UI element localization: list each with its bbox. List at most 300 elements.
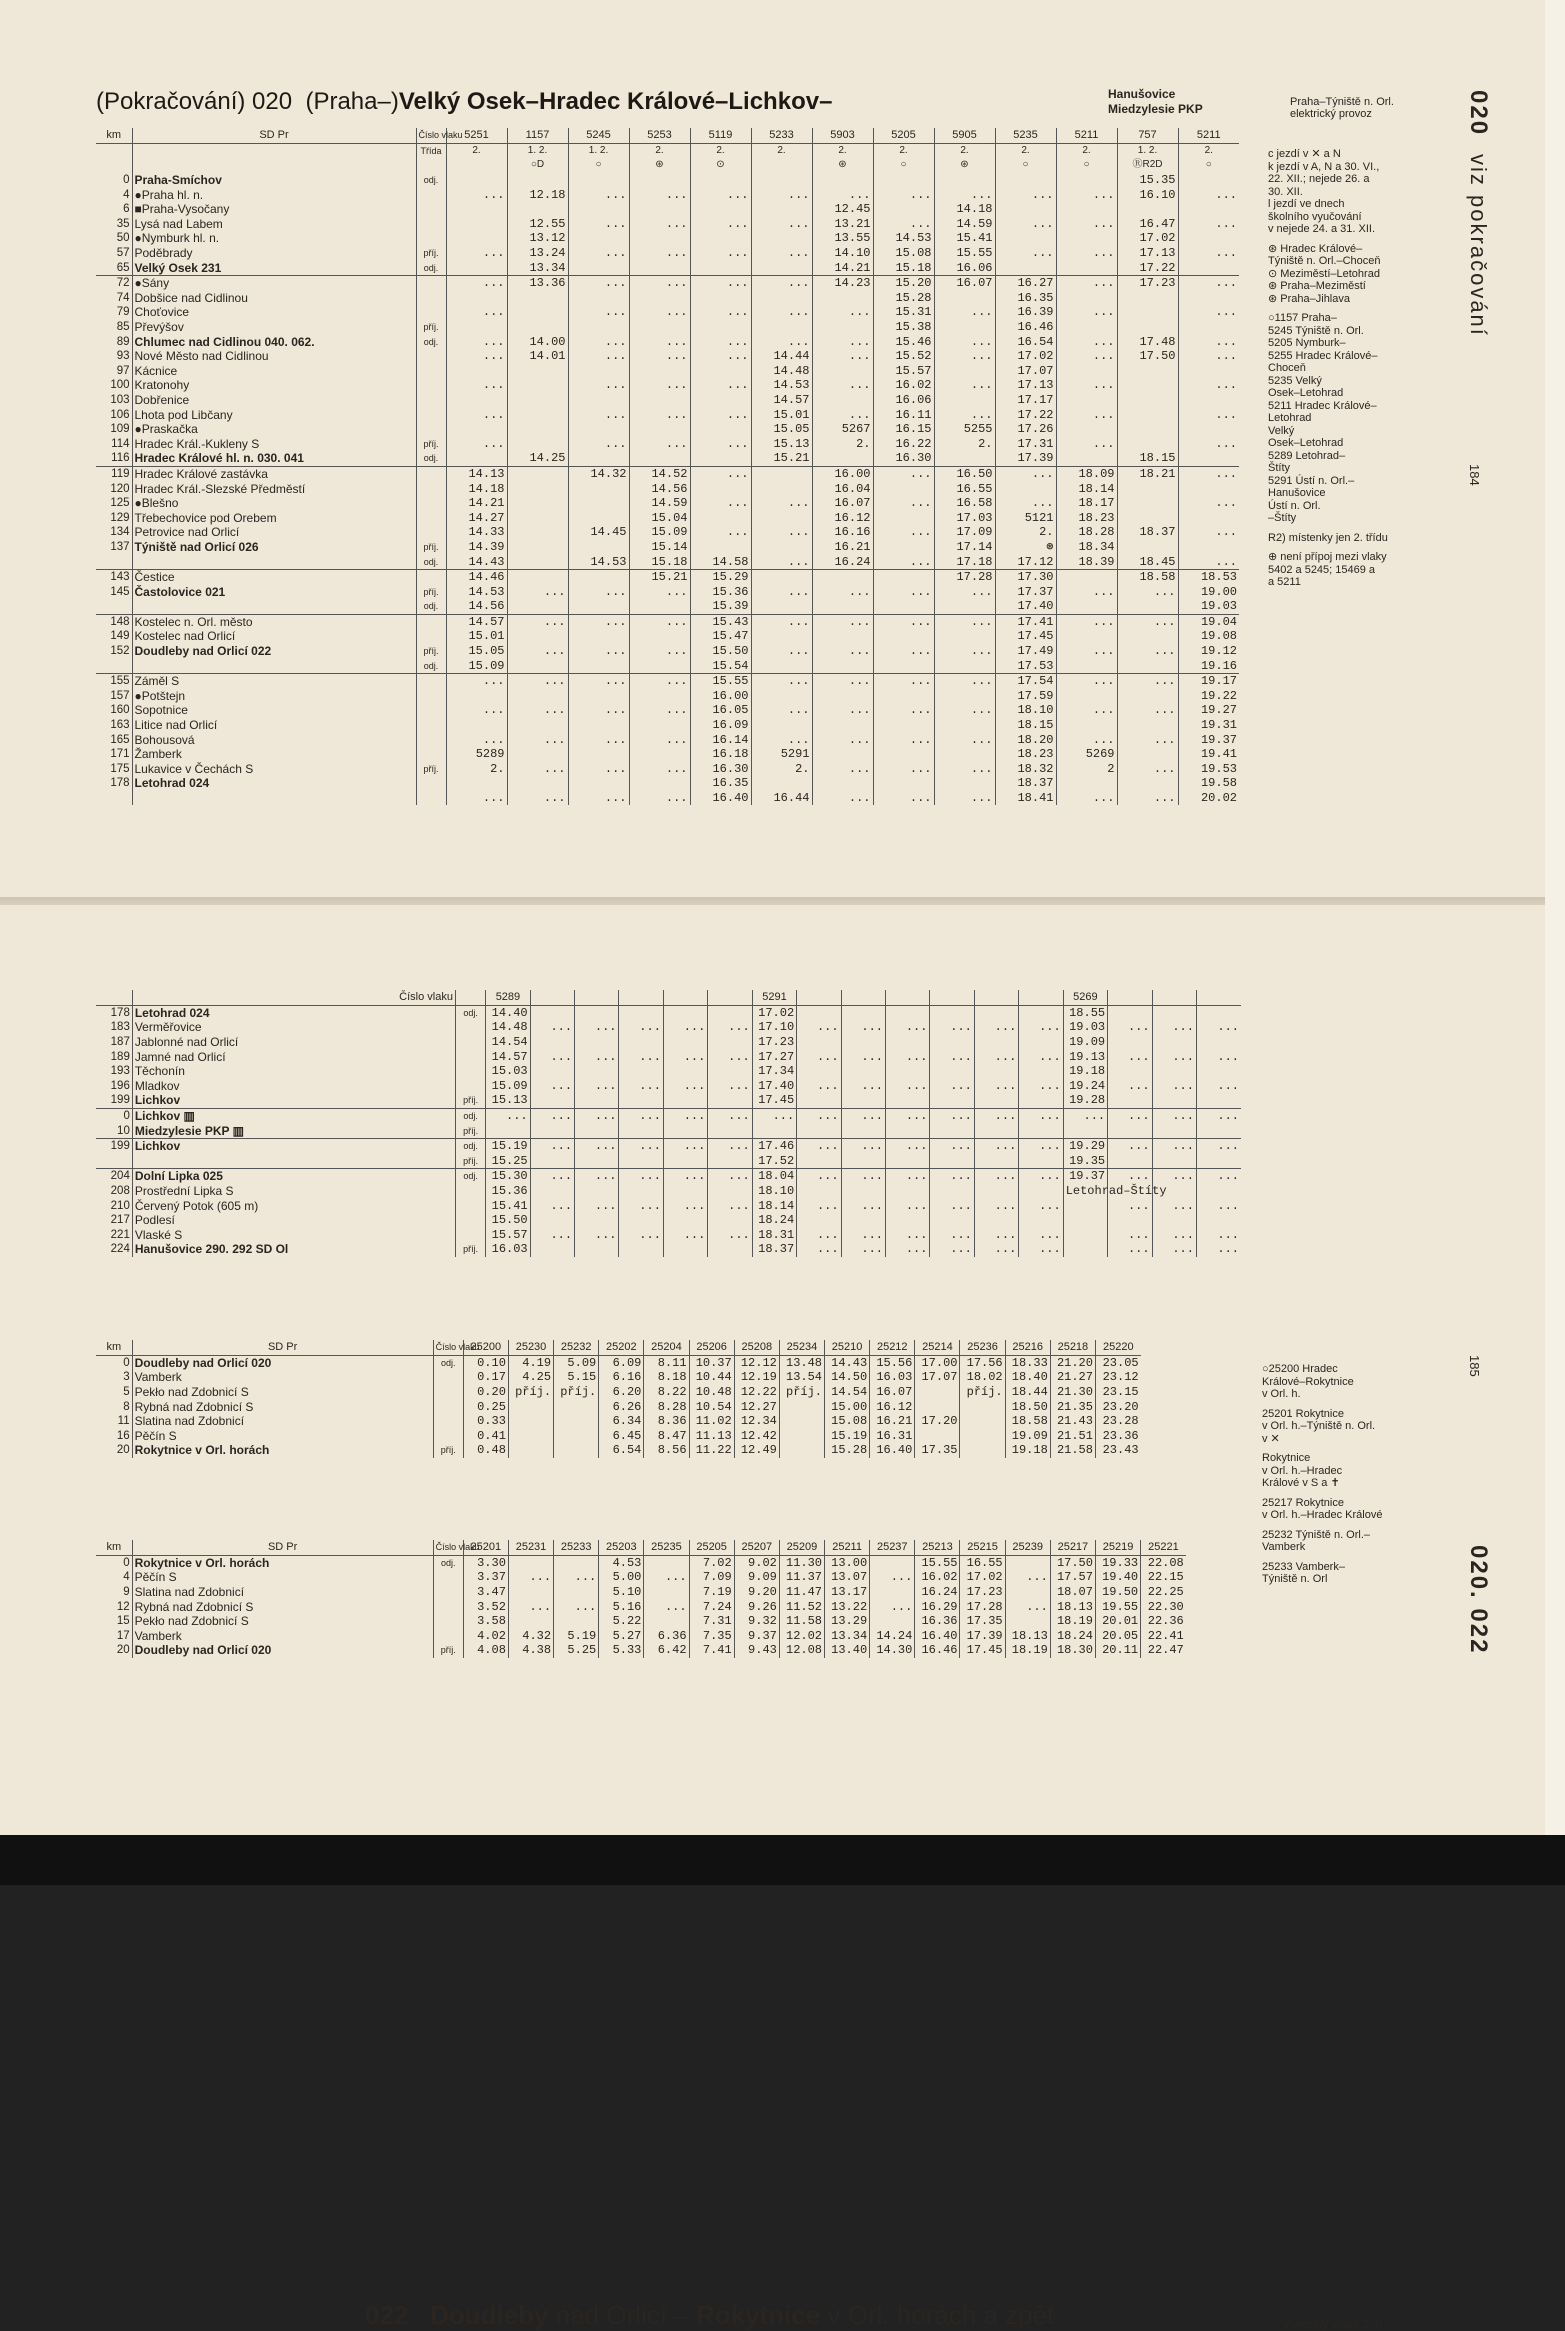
table-row — [96, 554, 1241, 569]
train-number — [930, 990, 974, 1005]
row-station: Čestice — [132, 569, 416, 584]
time-cell: 17.40 — [752, 1079, 796, 1094]
time-cell: 14.21 — [812, 260, 873, 275]
row-km: 204 — [96, 1169, 132, 1184]
time-cell — [554, 1585, 599, 1600]
time-cell: ... — [629, 378, 690, 393]
time-cell — [446, 217, 507, 232]
time-cell — [690, 422, 751, 437]
time-cell — [797, 1035, 841, 1050]
time-cell — [708, 1242, 752, 1257]
time-cell — [568, 540, 629, 555]
train-number: 25217 — [1050, 1540, 1095, 1555]
train-number: 5235 — [995, 128, 1056, 143]
train-number — [974, 990, 1018, 1005]
row-km: 149 — [110, 630, 130, 643]
time-cell: ... — [1152, 1079, 1196, 1094]
time-cell — [812, 658, 873, 673]
time-cell: ... — [1196, 1020, 1241, 1035]
time-cell: ... — [690, 436, 751, 451]
time-cell — [751, 466, 812, 481]
time-cell: 18.23 — [995, 747, 1056, 762]
time-cell — [446, 422, 507, 437]
time-cell: 13.24 — [507, 246, 568, 261]
time-cell — [873, 599, 934, 614]
time-cell: 11.47 — [779, 1585, 824, 1600]
time-cell: ... — [812, 334, 873, 349]
time-cell: ... — [1108, 1198, 1152, 1213]
time-cell: ... — [812, 378, 873, 393]
time-cell: ... — [797, 1138, 841, 1153]
time-cell: 15.20 — [873, 275, 934, 290]
row-km: 74 — [116, 291, 130, 304]
time-cell: ... — [934, 305, 995, 320]
time-cell: ... — [1152, 1138, 1196, 1153]
time-cell: 18.14 — [1056, 481, 1117, 496]
time-cell: 22.47 — [1141, 1643, 1186, 1658]
time-cell — [930, 1064, 974, 1079]
time-cell: 14.40 — [486, 1005, 530, 1020]
time-cell — [1196, 1093, 1241, 1108]
time-cell: ... — [1178, 305, 1239, 320]
time-cell — [1019, 1064, 1063, 1079]
time-cell: ... — [1056, 349, 1117, 364]
time-cell — [690, 393, 751, 408]
time-cell — [690, 540, 751, 555]
time-cell: 16.47 — [1117, 217, 1178, 232]
row-station: ●Blešno — [132, 496, 416, 511]
row-km: 17 — [116, 1629, 130, 1642]
time-cell: ... — [568, 275, 629, 290]
time-cell — [629, 291, 690, 306]
table-row — [96, 1198, 1241, 1213]
time-cell: ... — [751, 217, 812, 232]
time-cell — [446, 451, 507, 466]
time-cell: 14.48 — [486, 1020, 530, 1035]
time-cell: 16.29 — [915, 1599, 960, 1614]
time-cell: 17.39 — [960, 1629, 1005, 1644]
time-cell: 13.55 — [812, 231, 873, 246]
time-cell — [934, 291, 995, 306]
time-cell: 14.43 — [446, 554, 507, 569]
time-cell — [1019, 1005, 1063, 1020]
time-cell: 7.02 — [689, 1555, 734, 1570]
time-cell — [779, 1399, 824, 1414]
row-direction: odj. — [433, 1555, 463, 1570]
time-cell: ... — [619, 1079, 663, 1094]
time-cell — [1019, 1123, 1063, 1138]
time-cell: 17.40 — [995, 599, 1056, 614]
table-row — [96, 1184, 1241, 1199]
time-cell — [873, 747, 934, 762]
time-cell: 14.56 — [629, 481, 690, 496]
time-cell — [690, 202, 751, 217]
time-cell: 18.32 — [995, 762, 1056, 777]
time-cell — [1117, 305, 1178, 320]
time-cell: 7.19 — [689, 1585, 734, 1600]
time-cell: 14.21 — [446, 496, 507, 511]
time-cell: ... — [1152, 1020, 1196, 1035]
row-km: 16 — [116, 1429, 130, 1442]
time-cell — [663, 1005, 707, 1020]
time-cell: 17.02 — [752, 1005, 796, 1020]
time-cell — [995, 231, 1056, 246]
train-number: 5291 — [752, 990, 796, 1005]
time-cell: 17.27 — [752, 1049, 796, 1064]
time-cell — [1117, 393, 1178, 408]
time-cell: ... — [974, 1169, 1018, 1184]
table-row — [96, 776, 1241, 791]
time-cell: ... — [1056, 334, 1117, 349]
time-cell: 16.40 — [915, 1629, 960, 1644]
time-cell: 15.21 — [751, 451, 812, 466]
row-direction — [433, 1599, 463, 1614]
time-cell — [1178, 320, 1239, 335]
title-praha: (Praha–) — [305, 88, 399, 115]
row-station: Pekło nad Zdobnicí S — [132, 1385, 433, 1400]
train-symbol: ○D — [507, 158, 568, 173]
time-cell: ... — [629, 305, 690, 320]
time-cell — [934, 173, 995, 188]
train-symbol: ○ — [1178, 158, 1239, 173]
time-cell: 7.24 — [689, 1599, 734, 1614]
time-cell — [1117, 747, 1178, 762]
row-direction — [416, 791, 446, 806]
time-cell: ... — [629, 436, 690, 451]
row-direction — [416, 732, 446, 747]
time-cell — [960, 1429, 1005, 1444]
time-cell: ... — [629, 614, 690, 629]
time-cell — [446, 260, 507, 275]
train-number: 25221 — [1141, 1540, 1186, 1555]
row-km: 145 — [110, 585, 130, 598]
train-number — [841, 990, 885, 1005]
time-cell: ... — [575, 1138, 619, 1153]
time-cell: ... — [1056, 703, 1117, 718]
time-cell — [1056, 364, 1117, 379]
time-cell: 14.57 — [446, 614, 507, 629]
time-cell — [507, 658, 568, 673]
row-direction — [416, 747, 446, 762]
time-cell — [873, 202, 934, 217]
time-cell: 18.21 — [1117, 466, 1178, 481]
time-cell — [1152, 1093, 1196, 1108]
row-station: ●Praskačka — [132, 422, 416, 437]
time-cell: ... — [1196, 1108, 1241, 1123]
time-cell: 4.53 — [599, 1555, 644, 1570]
time-cell: 19.03 — [1178, 599, 1239, 614]
row-station: Slatina nad Zdobnicí — [132, 1585, 433, 1600]
train-number — [886, 990, 930, 1005]
time-cell — [708, 1005, 752, 1020]
time-cell: 16.18 — [690, 747, 751, 762]
title-022-number: 022 — [365, 2300, 409, 2330]
time-cell: 15.41 — [486, 1198, 530, 1213]
time-cell: 12.49 — [734, 1443, 779, 1458]
time-cell: 15.13 — [751, 436, 812, 451]
row-km — [96, 658, 132, 673]
time-cell: 6.36 — [644, 1629, 689, 1644]
time-cell: 14.33 — [446, 525, 507, 540]
time-cell: ... — [507, 762, 568, 777]
time-cell: ... — [1152, 1198, 1196, 1213]
time-cell: 2. — [446, 762, 507, 777]
row-station: Pekło nad Zdobnicí S — [132, 1614, 433, 1629]
time-cell — [974, 1005, 1018, 1020]
time-cell — [751, 510, 812, 525]
time-cell: ... — [690, 305, 751, 320]
time-cell: 18.34 — [1056, 540, 1117, 555]
time-cell: 16.12 — [870, 1399, 915, 1414]
time-cell: ... — [575, 1169, 619, 1184]
time-cell: ... — [507, 644, 568, 659]
row-km: 187 — [110, 1036, 130, 1049]
time-cell — [812, 776, 873, 791]
time-cell: ... — [507, 614, 568, 629]
train-number — [1019, 990, 1063, 1005]
time-cell — [930, 1035, 974, 1050]
time-cell: ... — [934, 703, 995, 718]
table-row — [96, 1399, 1241, 1414]
time-cell: 17.41 — [995, 614, 1056, 629]
time-cell — [446, 393, 507, 408]
row-direction — [416, 614, 446, 629]
header-row-classes — [96, 143, 1241, 158]
side-title-020-022: 020. 022 — [1465, 1545, 1492, 1655]
time-cell: ... — [1019, 1108, 1063, 1123]
table-row — [96, 1570, 1241, 1585]
time-cell: 2 — [1056, 762, 1117, 777]
time-cell: 16.03 — [486, 1242, 530, 1257]
time-cell: ... — [446, 378, 507, 393]
row-station: Záměl S — [132, 673, 416, 688]
legend-item: 25201 Rokytnice v Orl. h.–Týniště n. Orl. v ✕ — [1262, 1407, 1376, 1445]
time-cell — [751, 658, 812, 673]
time-cell — [751, 231, 812, 246]
time-cell: ... — [629, 407, 690, 422]
train-class: 2. — [812, 143, 873, 158]
table-row — [96, 1123, 1241, 1138]
table-row — [96, 217, 1241, 232]
time-cell: 18.04 — [752, 1169, 796, 1184]
time-cell: 12.12 — [734, 1355, 779, 1370]
time-cell: ... — [934, 349, 995, 364]
time-cell — [575, 1242, 619, 1257]
time-cell: 14.54 — [825, 1385, 870, 1400]
row-direction: odj. — [455, 1169, 485, 1184]
time-cell — [644, 1555, 689, 1570]
time-cell: ... — [930, 1049, 974, 1064]
row-station: Pěčín S — [132, 1570, 433, 1585]
train-number: 25206 — [689, 1340, 734, 1355]
time-cell — [1117, 776, 1178, 791]
train-number: 25234 — [779, 1340, 824, 1355]
time-cell: ... — [508, 1570, 553, 1585]
legend-item: ○25200 Hradec Králové–Rokytnice v Orl. h. — [1262, 1363, 1354, 1400]
row-station — [132, 791, 416, 806]
table-row — [96, 1093, 1241, 1108]
time-cell — [1056, 599, 1117, 614]
time-cell: ... — [873, 187, 934, 202]
time-cell: ... — [797, 1049, 841, 1064]
time-cell: ... — [1117, 732, 1178, 747]
time-cell — [446, 202, 507, 217]
time-cell — [446, 689, 507, 704]
time-cell: 8.18 — [644, 1370, 689, 1385]
time-cell: ... — [568, 732, 629, 747]
train-class: 1. 2. — [1117, 143, 1178, 158]
time-cell — [507, 378, 568, 393]
time-cell — [554, 1614, 599, 1629]
row-direction: odj. — [455, 1005, 485, 1020]
row-km: 119 — [96, 466, 132, 481]
time-cell: 18.24 — [1050, 1629, 1095, 1644]
time-cell: ... — [930, 1020, 974, 1035]
time-cell: 14.59 — [934, 217, 995, 232]
time-cell: 15.25 — [486, 1154, 530, 1169]
time-cell: 17.30 — [995, 569, 1056, 584]
time-cell: ... — [619, 1020, 663, 1035]
timetable-page-184 — [0, 0, 1565, 905]
time-cell: příj. — [960, 1385, 1005, 1400]
row-station: Verměřovice — [132, 1020, 455, 1035]
time-cell: 16.24 — [915, 1585, 960, 1600]
time-cell — [629, 718, 690, 733]
time-cell: ... — [812, 349, 873, 364]
train-number — [575, 990, 619, 1005]
time-cell — [1117, 364, 1178, 379]
row-direction — [416, 364, 446, 379]
time-cell: 17.59 — [995, 689, 1056, 704]
time-cell — [690, 291, 751, 306]
train-number: 25216 — [1005, 1340, 1050, 1355]
col-train-label: Číslo vlaku — [433, 1340, 463, 1355]
train-number: 25233 — [554, 1540, 599, 1555]
time-cell: 15.08 — [825, 1414, 870, 1429]
time-cell — [1117, 496, 1178, 511]
time-cell: 17.17 — [995, 393, 1056, 408]
row-km: 224 — [110, 1243, 130, 1256]
table-row — [96, 1079, 1241, 1094]
time-cell: ... — [1108, 1079, 1152, 1094]
time-cell — [507, 393, 568, 408]
time-cell — [554, 1399, 599, 1414]
row-station: Hanušovice 290. 292 SD Ol — [132, 1242, 455, 1257]
time-cell: ... — [751, 644, 812, 659]
row-direction — [416, 187, 446, 202]
time-cell: ... — [1196, 1169, 1241, 1184]
train-symbol: ○ — [568, 158, 629, 173]
row-direction — [416, 217, 446, 232]
time-cell — [752, 1123, 796, 1138]
table-row — [96, 436, 1241, 451]
time-cell: Letohrad–Štíty — [1063, 1184, 1107, 1199]
time-cell: ... — [1005, 1599, 1050, 1614]
row-station: Jamné nad Orlicí — [132, 1049, 455, 1064]
time-cell: ... — [568, 187, 629, 202]
row-station: Sopotnice — [132, 703, 416, 718]
table-row — [96, 1035, 1241, 1050]
title-022-c: Rokytnice — [695, 2300, 821, 2330]
row-station — [132, 1154, 455, 1169]
train-number: 5211 — [1178, 128, 1239, 143]
time-cell — [629, 364, 690, 379]
row-station: Rokytnice v Orl. horách — [132, 1555, 433, 1570]
time-cell: 19.04 — [1178, 614, 1239, 629]
time-cell: ... — [812, 732, 873, 747]
time-cell — [1005, 1585, 1050, 1600]
time-cell — [708, 1213, 752, 1228]
time-cell — [629, 320, 690, 335]
row-direction — [455, 1049, 485, 1064]
time-cell: 18.40 — [1005, 1370, 1050, 1385]
time-cell: 11.22 — [689, 1443, 734, 1458]
time-cell: 21.30 — [1050, 1385, 1095, 1400]
time-cell: 19.17 — [1178, 673, 1239, 688]
time-cell — [812, 718, 873, 733]
row-station: Převýšov — [132, 320, 416, 335]
time-cell — [568, 629, 629, 644]
row-km: 175 — [110, 762, 130, 775]
time-cell: ... — [507, 584, 568, 599]
time-cell — [568, 202, 629, 217]
time-cell: 18.45 — [1117, 554, 1178, 569]
time-cell: 17.34 — [752, 1064, 796, 1079]
time-cell — [934, 629, 995, 644]
time-cell: 14.24 — [870, 1629, 915, 1644]
time-cell: ... — [530, 1138, 574, 1153]
time-cell — [930, 1093, 974, 1108]
time-cell: 19.09 — [1063, 1035, 1107, 1050]
train-number: 25230 — [508, 1340, 553, 1355]
header-row-symbols — [96, 158, 1241, 173]
time-cell — [974, 1123, 1018, 1138]
time-cell — [619, 1154, 663, 1169]
row-km: 120 — [110, 482, 130, 495]
page-number: 185 — [1467, 1355, 1482, 1377]
time-cell: 16.07 — [812, 496, 873, 511]
time-cell: 14.01 — [507, 349, 568, 364]
time-cell — [751, 202, 812, 217]
time-cell: ... — [870, 1570, 915, 1585]
time-cell: 19.22 — [1178, 689, 1239, 704]
time-cell — [1152, 1035, 1196, 1050]
time-cell: 9.20 — [734, 1585, 779, 1600]
time-cell: 0.25 — [463, 1399, 508, 1414]
time-cell — [508, 1443, 553, 1458]
time-cell — [751, 629, 812, 644]
time-cell: ... — [751, 732, 812, 747]
row-direction: odj. — [433, 1355, 463, 1370]
time-cell: 14.53 — [446, 584, 507, 599]
time-cell: ... — [934, 732, 995, 747]
time-cell: 4.02 — [463, 1629, 508, 1644]
time-cell: 15.09 — [486, 1079, 530, 1094]
time-cell: 18.14 — [752, 1198, 796, 1213]
row-km: 109 — [110, 423, 130, 436]
table-row — [96, 1020, 1241, 1035]
time-cell: ... — [751, 554, 812, 569]
time-cell: 12.55 — [507, 217, 568, 232]
time-cell: 17.45 — [752, 1093, 796, 1108]
time-cell: ... — [575, 1228, 619, 1243]
time-cell: 12.42 — [734, 1429, 779, 1444]
time-cell — [629, 173, 690, 188]
row-km: 57 — [116, 247, 130, 260]
time-cell: 15.41 — [934, 231, 995, 246]
time-cell — [886, 1213, 930, 1228]
col-sd-pr: SD Pr — [132, 1540, 433, 1555]
